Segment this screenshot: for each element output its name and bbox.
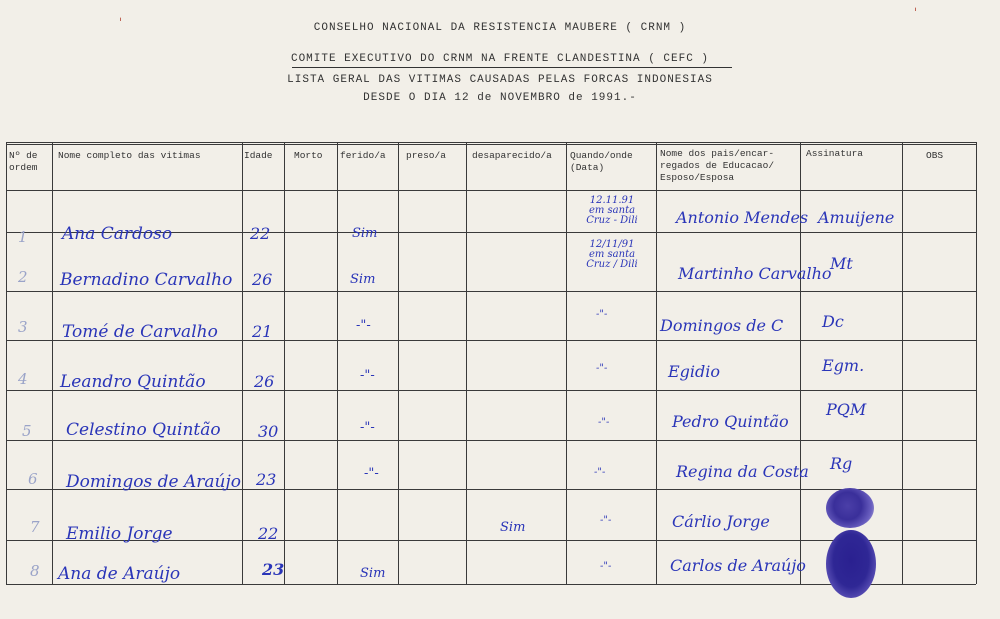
col-header-dead: Morto xyxy=(294,150,323,161)
ink-speck: ˈ xyxy=(117,16,125,30)
col-header-wounded: ferido/a xyxy=(340,150,386,161)
date-place: -"- xyxy=(600,561,612,572)
col-header-parents: Nome dos pais/encar- regados de Educacao/ Esposo/Esposa xyxy=(660,148,775,183)
missing-mark: Sim xyxy=(500,520,526,535)
signature: PQM xyxy=(826,400,867,419)
signature: Amuijene xyxy=(818,208,895,227)
row-number: 7 xyxy=(30,518,40,536)
signature: Rg xyxy=(830,454,853,473)
row-number: 1 xyxy=(18,228,28,246)
victim-name: Domingos de Araújo xyxy=(66,472,241,492)
victim-age: 26 xyxy=(254,372,275,391)
signature: Dc xyxy=(822,312,844,331)
col-header-arrested: preso/a xyxy=(406,150,446,161)
victim-age: 22 xyxy=(250,224,271,243)
victim-name: Emilio Jorge xyxy=(66,524,173,544)
date-place: -"- xyxy=(600,515,612,526)
parent-name: Pedro Quintão xyxy=(672,412,789,431)
parent-name: Domingos de C xyxy=(660,316,784,335)
wounded-mark: Sim xyxy=(350,272,376,287)
victim-age: 26 xyxy=(252,270,273,289)
date-place: -"- xyxy=(596,309,608,320)
row-number: 8 xyxy=(30,562,40,580)
parent-name: Carlos de Araújo xyxy=(670,556,806,575)
header-line-2: COMITE EXECUTIVO DO CRNM NA FRENTE CLANDESTINA ( CEFC ) xyxy=(290,53,710,65)
date-place: -"- xyxy=(598,417,610,428)
victim-age: 22 xyxy=(258,524,279,543)
thumbprint-icon xyxy=(826,530,876,598)
row-number: 4 xyxy=(18,370,28,388)
victim-name: Tomé de Carvalho xyxy=(62,322,218,342)
thumbprint-icon xyxy=(826,488,874,528)
victim-age: 23 xyxy=(262,560,285,579)
row-number: 6 xyxy=(28,470,38,488)
col-header-missing: desaparecido/a xyxy=(472,150,552,161)
signature: Mt xyxy=(830,254,853,273)
victim-name: Leandro Quintão xyxy=(60,372,206,392)
date-place: 12/11/91 em santa Cruz / Dili xyxy=(586,239,638,270)
col-header-signature: Assinatura xyxy=(806,148,864,159)
victim-name: Bernadino Carvalho xyxy=(60,270,233,290)
date-place: 12.11.91 em santa Cruz - Dili xyxy=(586,195,638,226)
row-number: 5 xyxy=(22,422,32,440)
col-header-age: Idade xyxy=(244,150,273,161)
date-place: -"- xyxy=(594,467,606,478)
signature: Egm. xyxy=(822,356,865,375)
date-place: -"- xyxy=(596,363,608,374)
col-header-obs: OBS xyxy=(926,150,944,161)
header-line-4: DESDE O DIA 12 de NOVEMBRO de 1991.- xyxy=(363,92,637,104)
parent-name: Antonio Mendes xyxy=(676,208,809,227)
parent-name: Martinho Carvalho xyxy=(678,264,832,283)
wounded-mark: -"- xyxy=(360,420,375,435)
victim-name: Ana Cardoso xyxy=(62,224,173,244)
wounded-mark: -"- xyxy=(364,466,379,481)
header-line-3: LISTA GERAL DAS VITIMAS CAUSADAS PELAS FORCAS INDONESIAS xyxy=(287,74,713,86)
col-header-number: Nº de ordem xyxy=(9,150,38,173)
victim-name: Ana de Araújo xyxy=(58,564,181,584)
victim-age: 23 xyxy=(256,470,277,489)
parent-name: Regina da Costa xyxy=(676,462,809,481)
col-header-name: Nome completo das vitimas xyxy=(58,150,201,161)
wounded-mark: Sim xyxy=(360,566,386,581)
ink-speck: ˈ xyxy=(912,6,920,20)
victim-name: Celestino Quintão xyxy=(66,420,221,440)
row-number: 3 xyxy=(18,318,28,336)
wounded-mark: Sim xyxy=(352,226,378,241)
parent-name: Egidio xyxy=(668,362,721,381)
row-number: 2 xyxy=(18,268,28,286)
victim-age: 21 xyxy=(252,322,273,341)
wounded-mark: -"- xyxy=(356,318,371,333)
wounded-mark: -"- xyxy=(360,368,375,383)
col-header-when-where: Quando/onde (Data) xyxy=(570,150,633,173)
parent-name: Cárlio Jorge xyxy=(672,512,770,531)
victim-age: 30 xyxy=(258,422,279,441)
header-line-1: CONSELHO NACIONAL DA RESISTENCIA MAUBERE ( CRNM ) xyxy=(313,22,687,34)
